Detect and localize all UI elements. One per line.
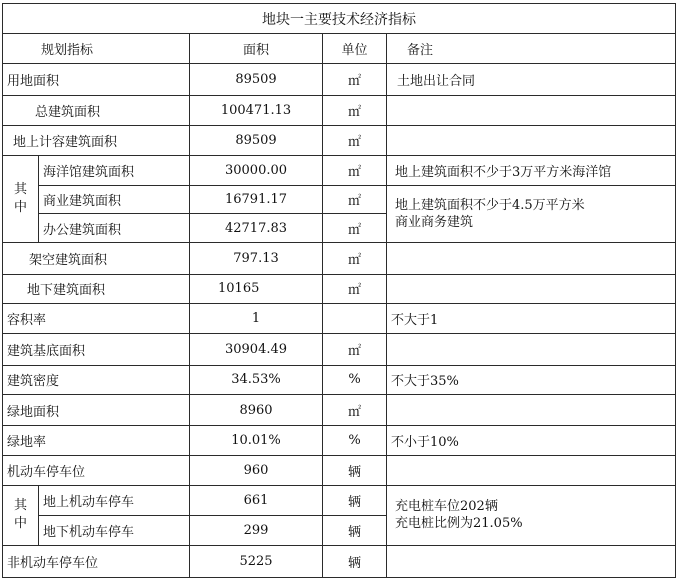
row-remark: 地上建筑面积不少于3万平方米海洋馆 — [387, 155, 676, 185]
row-value: 89509 — [190, 63, 323, 95]
row-unit: 辆 — [323, 545, 387, 578]
row-unit: ㎡ — [323, 155, 387, 185]
row-label: 机动车停车位 — [3, 455, 190, 485]
row-unit: 辆 — [323, 485, 387, 515]
table-row — [3, 365, 676, 394]
table-row — [3, 95, 676, 125]
row-unit: ㎡ — [323, 63, 387, 95]
row-unit: % — [323, 365, 387, 394]
table-row — [3, 274, 676, 303]
indicator-table — [2, 3, 676, 578]
header-unit: 单位 — [323, 34, 387, 63]
title-row — [3, 4, 676, 34]
row-value: 5225 — [190, 545, 323, 578]
row-label: 容积率 — [3, 304, 190, 334]
row-label: 建筑基底面积 — [3, 334, 190, 365]
table-row — [3, 63, 676, 95]
row-label: 架空建筑面积 — [3, 243, 190, 274]
row-value: 10165 — [190, 274, 323, 303]
row-remark — [387, 455, 676, 485]
row-value: 299 — [190, 516, 323, 545]
group-label-char: 中 — [13, 516, 27, 532]
remark-line: 商业商务建筑 — [395, 215, 474, 231]
table-row — [3, 485, 676, 515]
group-label-building — [3, 155, 39, 243]
row-value: 30904.49 — [190, 334, 323, 365]
row-label: 建筑密度 — [3, 365, 190, 394]
row-unit: ㎡ — [323, 185, 387, 213]
group-label-char: 其 — [13, 498, 27, 514]
table-row — [3, 243, 676, 274]
row-remark — [387, 126, 676, 155]
remark-line: 充电桩比例为21.05% — [395, 516, 523, 532]
row-remark: 土地出让合同 — [387, 63, 676, 95]
row-unit: ㎡ — [323, 95, 387, 125]
row-remark: 不大于1 — [387, 304, 676, 334]
row-remark — [387, 274, 676, 303]
row-remark: 不大于35% — [387, 365, 676, 394]
row-remark — [387, 394, 676, 425]
row-remark — [387, 545, 676, 578]
row-value: 89509 — [190, 126, 323, 155]
row-unit: ㎡ — [323, 274, 387, 303]
row-value: 16791.17 — [190, 185, 323, 213]
row-label: 办公建筑面积 — [39, 214, 190, 243]
row-unit: ㎡ — [323, 394, 387, 425]
row-unit: ㎡ — [323, 334, 387, 365]
row-label: 总建筑面积 — [3, 95, 190, 125]
group-label-char: 中 — [13, 199, 27, 215]
table-row — [3, 155, 676, 185]
header-row — [3, 34, 676, 63]
table-row — [3, 126, 676, 155]
row-unit: ㎡ — [323, 126, 387, 155]
table-row — [3, 304, 676, 334]
table-title: 地块一主要技术经济指标 — [3, 4, 676, 34]
row-value: 42717.83 — [190, 214, 323, 243]
group-label-parking — [3, 485, 39, 545]
row-remark: 不小于10% — [387, 426, 676, 455]
table-row — [3, 185, 676, 213]
row-value: 30000.00 — [190, 155, 323, 185]
row-remark-merged — [387, 485, 676, 545]
header-remark: 备注 — [387, 34, 676, 63]
row-value: 960 — [190, 455, 323, 485]
row-label: 绿地率 — [3, 426, 190, 455]
row-label: 非机动车停车位 — [3, 545, 190, 578]
row-unit: 辆 — [323, 516, 387, 545]
row-label: 地上计容建筑面积 — [3, 126, 190, 155]
row-value: 8960 — [190, 394, 323, 425]
row-label: 海洋馆建筑面积 — [39, 155, 190, 185]
row-unit — [323, 304, 387, 334]
row-value: 10.01% — [190, 426, 323, 455]
header-area: 面积 — [190, 34, 323, 63]
table-row — [3, 455, 676, 485]
row-label: 绿地面积 — [3, 394, 190, 425]
row-remark — [387, 95, 676, 125]
row-label: 用地面积 — [3, 63, 190, 95]
remark-line: 充电桩车位202辆 — [395, 499, 498, 515]
row-label: 地下机动车停车 — [39, 516, 190, 545]
row-unit: ㎡ — [323, 214, 387, 243]
row-unit: 辆 — [323, 455, 387, 485]
row-remark-merged — [387, 185, 676, 243]
table-row — [3, 545, 676, 578]
row-unit: ㎡ — [323, 243, 387, 274]
row-unit: % — [323, 426, 387, 455]
row-remark — [387, 334, 676, 365]
row-label: 商业建筑面积 — [39, 185, 190, 213]
table-row — [3, 334, 676, 365]
row-value: 100471.13 — [190, 95, 323, 125]
row-value: 1 — [190, 304, 323, 334]
row-value: 34.53% — [190, 365, 323, 394]
table-row — [3, 426, 676, 455]
remark-line: 地上建筑面积不少于4.5万平方米 — [395, 198, 585, 214]
row-value: 661 — [190, 485, 323, 515]
group-label-char: 其 — [13, 181, 27, 197]
header-indicator: 规划指标 — [3, 34, 190, 63]
row-label: 地上机动车停车 — [39, 485, 190, 515]
row-label: 地下建筑面积 — [3, 274, 190, 303]
row-value: 797.13 — [190, 243, 323, 274]
table-row — [3, 394, 676, 425]
row-remark — [387, 243, 676, 274]
